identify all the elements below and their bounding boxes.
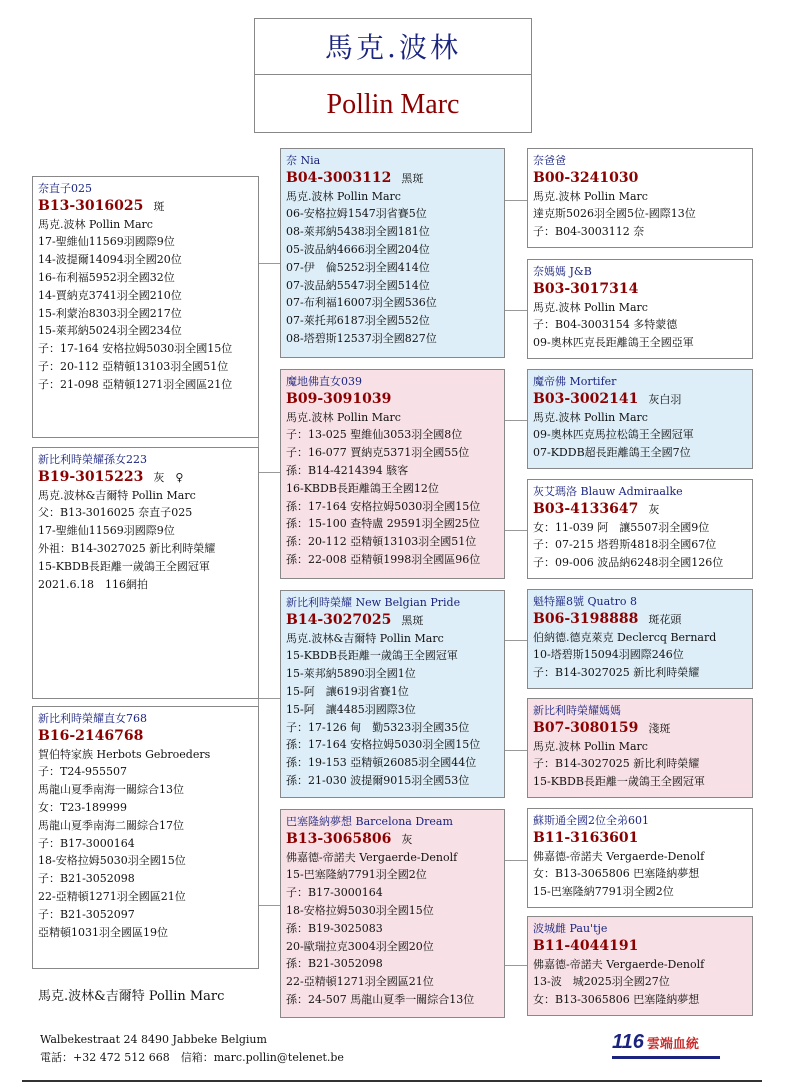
bird-name: 灰艾瑪洛 Blauw Admiraalke: [533, 485, 683, 498]
bird-info-line: 子：21-098 亞精頓1271羽全國區21位: [38, 377, 233, 391]
bird-info-line: 子：B14-3027025 新比利時榮耀: [533, 666, 700, 680]
bird-name: 蘇斯通全國2位全弟601: [533, 814, 649, 827]
bird-info-line: 09-奧林匹克馬拉松鴿王全國冠軍: [533, 428, 694, 442]
bird-info-line: 馬克.波林 Pollin Marc: [38, 217, 153, 231]
pedigree-box-sdd: [527, 479, 753, 579]
bird-info-line: 22-亞精頓1271羽全國區21位: [286, 975, 434, 989]
bird-info-line: 孫：21-030 波提爾9015羽全國53位: [286, 773, 470, 787]
bird-info-line: 女：T23-189999: [38, 800, 128, 814]
bird-name: 巴塞隆納夢想 Barcelona Dream: [286, 815, 453, 828]
bird-info-line: 15-巴塞隆納7791羽全國2位: [533, 885, 674, 899]
pedigree-box-ssd: [527, 259, 753, 359]
bird-info-line: 佛嘉德-帝諾夫 Vergaerde-Denolf: [286, 850, 458, 864]
bird-color: 灰: [648, 502, 660, 516]
connector: [505, 530, 527, 531]
bird-info-line: 18-安格拉姆5030羽全國15位: [38, 854, 186, 868]
bird-info-line: 16-KBDB長距離鴿王全國12位: [286, 481, 439, 495]
ring-number: [533, 720, 747, 738]
connector: [505, 750, 527, 751]
bird-info-line: 女：11-039 阿 讓5507羽全國9位: [533, 520, 710, 534]
bird-info-line: 08-萊邦納5438羽全國181位: [286, 225, 430, 239]
bird-info-line: 子：B04-3003112 奈: [533, 225, 645, 239]
bird-info-line: 孫：20-112 亞精頓13103羽全國51位: [286, 535, 477, 549]
bird-name: 新比利時榮耀媽媽: [533, 704, 621, 717]
bird-info-line: 馬克.波林 Pollin Marc: [533, 300, 648, 314]
bird-info-line: 子：B14-3027025 新比利時榮耀: [533, 757, 700, 771]
bird-info-line: 馬克.波林&吉爾特 Pollin Marc: [38, 488, 196, 502]
bird-info-line: 女：B13-3065806 巴塞隆納夢想: [533, 993, 700, 1007]
connector: [505, 860, 527, 861]
ring-text: B06-3198888: [533, 610, 639, 627]
ring-text: B00-3241030: [533, 169, 639, 186]
bird-info-line: 08-塔碧斯12537羽全國827位: [286, 331, 437, 345]
connector: [505, 640, 527, 641]
bird-name: 奈媽媽 J&B: [533, 265, 592, 278]
bird-info-line: 馬克.波林&吉爾特 Pollin Marc: [286, 631, 444, 645]
bird-info-line: 15-阿 讓619羽省賽1位: [286, 684, 409, 698]
connector: [505, 420, 527, 421]
bird-info-line: 07-伊 倫5252羽全國414位: [286, 260, 430, 274]
ring-number: [38, 728, 253, 746]
bird-info-line: 15-萊邦納5890羽全國1位: [286, 667, 416, 681]
bird-info-line: 子：B21-3052097: [38, 907, 135, 921]
pedigree-box-subject: [32, 447, 259, 699]
bird-info-line: 06-安格拉姆1547羽省賽5位: [286, 207, 427, 221]
bird-info-line: 馬克.波林 Pollin Marc: [286, 189, 401, 203]
bird-name: 新比利時榮耀孫女223: [38, 453, 147, 466]
ring-text: B19-3015223: [38, 468, 144, 485]
bird-info-line: 子：B17-3000164: [38, 836, 135, 850]
bird-info-line: 09-奧林匹克長距離鴿王全國亞軍: [533, 336, 694, 350]
bird-info-line: 佛嘉德-帝諾夫 Vergaerde-Denolf: [533, 849, 705, 863]
ring-number: [533, 611, 747, 629]
bird-info-line: 孫：19-153 亞精頓26085羽全國44位: [286, 756, 477, 770]
bird-info-line: 女：B13-3065806 巴塞隆納夢想: [533, 867, 700, 881]
bird-info-line: 15-阿 讓4485羽國際3位: [286, 702, 416, 716]
bird-info-line: 孫：B21-3052098: [286, 957, 383, 971]
bird-info-line: 孫：B14-4214394 駭客: [286, 463, 409, 477]
footer: [40, 1031, 344, 1067]
ring-number: [533, 830, 747, 848]
bird-info-line: 15-KBDB長距離一歲鴿王全國冠軍: [38, 559, 210, 573]
ring-text: B11-4044191: [533, 937, 639, 954]
owner-name-cn: 馬克.波林: [255, 19, 531, 75]
bird-color: 灰 ♀: [153, 470, 184, 484]
pedigree-box-dam-dam: [280, 809, 505, 1018]
ring-text: B16-2146768: [38, 727, 144, 744]
bird-info-line: 外祖：B14-3027025 新比利時榮耀: [38, 541, 216, 555]
bird-info-line: 07-布利福16007羽全國536位: [286, 296, 437, 310]
logo-underline: [612, 1056, 720, 1059]
bird-name: 魁特羅8號 Quatro 8: [533, 595, 637, 608]
bird-name: 魔帝佛 Mortifer: [533, 375, 617, 388]
brand-logo: [612, 1031, 722, 1055]
ring-text: B07-3080159: [533, 719, 639, 736]
pedigree-box-dsd: [527, 698, 753, 798]
owner-name-en: Pollin Marc: [326, 89, 460, 120]
bird-info-line: 15-KBDB長距離一歲鴿王全國冠軍: [533, 775, 705, 789]
ring-number: [38, 469, 253, 487]
bird-info-line: 孫：24-507 馬龍山夏季一關綜合13位: [286, 992, 475, 1006]
bird-info-line: 13-波 城2025羽全國27位: [533, 975, 670, 989]
bird-info-line: 17-聖維仙11569羽國際9位: [38, 235, 175, 249]
ring-number: [533, 391, 747, 409]
ring-number: [286, 170, 499, 188]
bird-info-line: 孫：22-008 亞精頓1998羽全國區96位: [286, 552, 481, 566]
bird-info-line: 10-塔碧斯15094羽國際246位: [533, 648, 684, 662]
bird-info-line: 07-萊托邦6187羽全國552位: [286, 314, 430, 328]
bird-info-line: 20-歐瑞拉克3004羽全國20位: [286, 939, 434, 953]
bird-info-line: 馬克.波林 Pollin Marc: [533, 189, 648, 203]
bird-info-line: 05-波品納4666羽全國204位: [286, 242, 430, 256]
bird-info-line: 2021.6.18 116網拍: [38, 577, 148, 591]
ring-text: B13-3065806: [286, 830, 392, 847]
ring-number: [533, 938, 747, 956]
footer-contact: 電話：+32 472 512 668 信箱：marc.pollin@telenet.be: [40, 1051, 344, 1064]
bird-info-line: 子：09-006 波品納6248羽全國126位: [533, 556, 724, 570]
bird-info-line: 亞精頓1031羽全國區19位: [38, 925, 168, 939]
ring-number: [533, 170, 747, 188]
bird-info-line: 子：T24-955507: [38, 765, 128, 779]
ring-text: B03-4133647: [533, 500, 639, 517]
ring-number: [286, 391, 499, 409]
bird-info-line: 馬克.波林 Pollin Marc: [533, 739, 648, 753]
ring-number: [286, 612, 499, 630]
ring-text: B11-3163601: [533, 829, 639, 846]
bird-name: 奈爸爸: [533, 154, 566, 167]
footer-address: Walbekestraat 24 8490 Jabbeke Belgium: [40, 1033, 267, 1046]
bird-color: 斑: [153, 199, 165, 213]
bird-info-line: 佛嘉德-帝諾夫 Vergaerde-Denolf: [533, 957, 705, 971]
pedigree-box-sire: [32, 176, 259, 438]
bird-info-line: 22-亞精頓1271羽全國區21位: [38, 889, 186, 903]
ring-text: B14-3027025: [286, 611, 392, 628]
bird-info-line: 14-賈納克3741羽全國210位: [38, 288, 182, 302]
bird-info-line: 15-萊邦納5024羽全國234位: [38, 324, 182, 338]
bird-info-line: 子：B21-3052098: [38, 872, 135, 886]
bird-info-line: 子：B04-3003154 多特蒙德: [533, 318, 678, 332]
bird-info-line: 孫：17-164 安格拉姆5030羽全國15位: [286, 738, 481, 752]
connector: [505, 200, 527, 201]
bird-info-line: 子：B17-3000164: [286, 886, 383, 900]
bird-color: 灰白羽: [648, 392, 682, 406]
bird-info-line: 子：20-112 亞精頓13103羽全國51位: [38, 359, 229, 373]
owner-label: 馬克.波林&吉爾特 Pollin Marc: [38, 989, 225, 1004]
pedigree-box-sds: [527, 369, 753, 469]
bird-info-line: 07-KDDB超長距離鴿王全國7位: [533, 446, 691, 460]
bird-info-line: 達克斯5026羽全國5位-國際13位: [533, 207, 696, 221]
bird-info-line: 子：13-025 聖維仙3053羽全國8位: [286, 428, 463, 442]
bird-info-line: 賀伯特家族 Herbots Gebroeders: [38, 747, 211, 761]
pedigree-box-sire-sire: [280, 148, 505, 358]
ring-number: [38, 198, 253, 216]
title-box: [254, 18, 532, 133]
connector: [258, 263, 280, 264]
bird-info-line: 子：07-215 塔碧斯4818羽全國67位: [533, 538, 717, 552]
bird-color: 黑斑: [401, 171, 424, 185]
pedigree-box-ddd: [527, 916, 753, 1016]
bird-info-line: 17-聖維仙11569羽國際9位: [38, 524, 175, 538]
bird-info-line: 孫：15-100 查特盧 29591羽全國25位: [286, 517, 480, 531]
bottom-divider: [22, 1080, 762, 1082]
bird-info-line: 15-巴塞隆納7791羽全國2位: [286, 868, 427, 882]
pedigree-box-dds: [527, 808, 753, 908]
ring-text: B09-3091039: [286, 390, 392, 407]
pedigree-box-sss: [527, 148, 753, 248]
ring-number: [286, 831, 499, 849]
bird-name: 新比利時榮耀直女768: [38, 712, 147, 725]
pedigree-box-dam-sire: [280, 590, 505, 798]
bird-info-line: 子：17-164 安格拉姆5030羽全國15位: [38, 342, 233, 356]
ring-text: B03-3017314: [533, 280, 639, 297]
bird-color: 黑斑: [401, 613, 424, 627]
bird-name: 波城雌 Pau'tje: [533, 922, 608, 935]
bird-info-line: 孫：17-164 安格拉姆5030羽全國15位: [286, 499, 481, 513]
connector: [258, 905, 280, 906]
ring-text: B04-3003112: [286, 169, 392, 186]
logo-number: 116: [612, 1031, 644, 1053]
bird-name: 奈直子025: [38, 182, 92, 195]
bird-color: 斑花頭: [648, 612, 682, 626]
bird-info-line: 馬龍山夏季南海一關綜合13位: [38, 783, 184, 797]
bird-name: 魔地佛直女039: [286, 375, 362, 388]
pedigree-box-dam: [32, 706, 259, 969]
bird-info-line: 馬克.波林 Pollin Marc: [533, 410, 648, 424]
logo-text: 雲端血統: [646, 1036, 699, 1051]
ring-text: B13-3016025: [38, 197, 144, 214]
bird-info-line: 孫：B19-3025083: [286, 921, 383, 935]
ring-number: [533, 281, 747, 299]
bird-color: 灰: [401, 832, 413, 846]
bird-info-line: 馬龍山夏季南海二關綜合17位: [38, 818, 184, 832]
connector: [258, 472, 280, 473]
bird-color: 淺斑: [648, 721, 671, 735]
connector: [505, 965, 527, 966]
bird-info-line: 18-安格拉姆5030羽全國15位: [286, 903, 434, 917]
bird-info-line: 14-波提爾14094羽全國20位: [38, 253, 182, 267]
pedigree-box-dss: [527, 589, 753, 689]
pedigree-box-sire-dam: [280, 369, 505, 579]
bird-info-line: 馬克.波林 Pollin Marc: [286, 410, 401, 424]
bird-info-line: 父：B13-3016025 奈直子025: [38, 506, 193, 520]
bird-info-line: 子：16-077 賈納克5371羽全國55位: [286, 446, 470, 460]
bird-info-line: 15-利蒙治8303羽全國217位: [38, 306, 182, 320]
connector: [505, 310, 527, 311]
bird-info-line: 15-KBDB長距離一歲鴿王全國冠軍: [286, 649, 458, 663]
connector: [258, 698, 280, 699]
bird-info-line: 16-布利福5952羽全國32位: [38, 270, 175, 284]
ring-number: [533, 501, 747, 519]
ring-text: B03-3002141: [533, 390, 639, 407]
bird-info-line: 子：17-126 甸 勤5323羽全國35位: [286, 720, 470, 734]
bird-name: 新比利時榮耀 New Belgian Pride: [286, 596, 461, 609]
bird-name: 奈 Nia: [286, 154, 321, 167]
bird-info-line: 07-波品納5547羽全國514位: [286, 278, 430, 292]
bird-info-line: 伯納德.德克萊克 Declercq Bernard: [533, 630, 717, 644]
